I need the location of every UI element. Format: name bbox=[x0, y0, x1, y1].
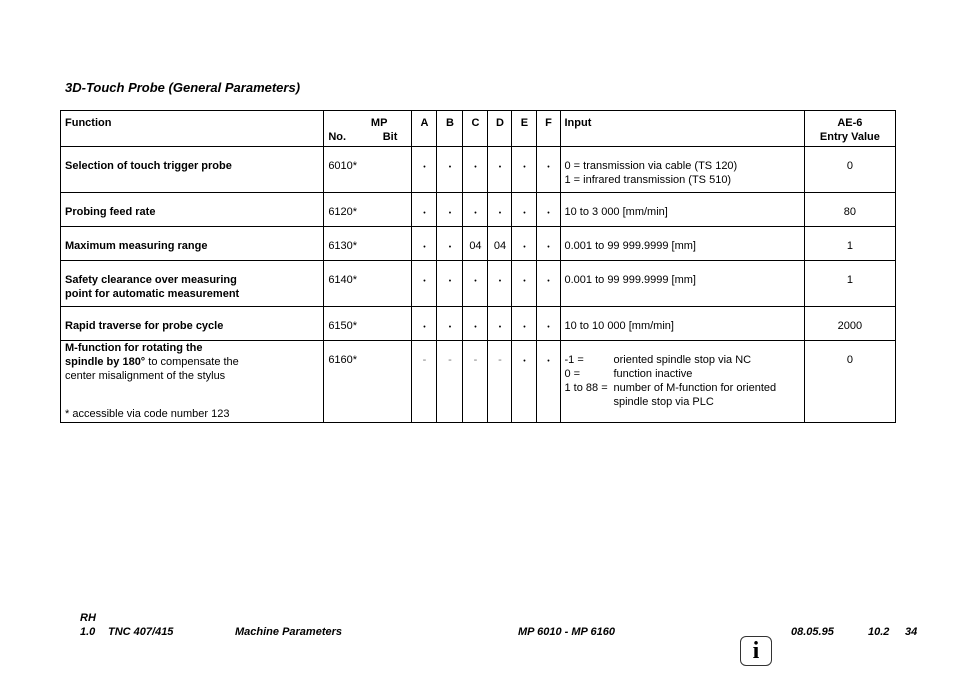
row-input: -1 = oriented spindle stop via NC 0 = function inactive 1 to 88 = number of M-function for oriented spindle stop via PLC bbox=[560, 341, 804, 423]
footer-date: 08.05.95 bbox=[791, 626, 834, 638]
page-footer bbox=[80, 612, 922, 640]
row-flag-a: - bbox=[412, 341, 437, 423]
row-mp: 6130* bbox=[324, 227, 412, 261]
row-function: Safety clearance over measuring point for automatic measurement bbox=[61, 261, 324, 307]
row-mp: 6150* bbox=[324, 307, 412, 341]
row-entry: 1 bbox=[804, 261, 895, 307]
footer-section: 10.2 bbox=[868, 626, 890, 638]
row-function: Probing feed rate bbox=[61, 193, 324, 227]
table-row bbox=[61, 193, 896, 227]
header-col-c: C bbox=[463, 111, 488, 147]
row-flag-e: • bbox=[512, 147, 537, 193]
header-input: Input bbox=[560, 111, 804, 147]
row-function: Selection of touch trigger probe bbox=[61, 147, 324, 193]
row-flag-b: • bbox=[437, 147, 463, 193]
info-icon: i bbox=[740, 636, 772, 666]
row-function: Rapid traverse for probe cycle bbox=[61, 307, 324, 341]
row-flag-d: • bbox=[488, 193, 512, 227]
row-flag-c: 04 bbox=[463, 227, 488, 261]
header-no: No. bbox=[328, 131, 347, 143]
row-flag-a: • bbox=[412, 261, 437, 307]
footer-rh: RH bbox=[80, 612, 96, 624]
row-input: 0 = transmission via cable (TS 120) 1 = infrared transmission (TS 510) bbox=[560, 147, 804, 193]
row-flag-c: • bbox=[463, 261, 488, 307]
footer-model: TNC 407/415 bbox=[108, 626, 174, 638]
row-flag-b: • bbox=[437, 193, 463, 227]
row-flag-c: • bbox=[463, 147, 488, 193]
row-flag-a: • bbox=[412, 227, 437, 261]
row-flag-f: • bbox=[537, 307, 560, 341]
row-entry: 0 bbox=[804, 341, 895, 423]
row-flag-b: • bbox=[437, 307, 463, 341]
row-flag-b: - bbox=[437, 341, 463, 423]
header-entry-top: AE-6 bbox=[837, 117, 863, 129]
row-flag-e: • bbox=[512, 261, 537, 307]
header-mp-label: MP bbox=[370, 117, 388, 129]
row-flag-f: • bbox=[537, 341, 560, 423]
row-flag-d: • bbox=[488, 261, 512, 307]
footer-title: Machine Parameters bbox=[235, 626, 342, 638]
table-row bbox=[61, 147, 896, 193]
row-flag-a: • bbox=[412, 307, 437, 341]
footer-range: MP 6010 - MP 6160 bbox=[518, 626, 616, 638]
footer-page: 34 bbox=[905, 626, 918, 638]
row-flag-c: • bbox=[463, 307, 488, 341]
row-flag-d: • bbox=[488, 147, 512, 193]
row-flag-b: • bbox=[437, 261, 463, 307]
row-flag-f: • bbox=[537, 261, 560, 307]
row-flag-e: • bbox=[512, 341, 537, 423]
table-header-row bbox=[61, 111, 896, 147]
row-flag-b: • bbox=[437, 227, 463, 261]
section-title: 3D-Touch Probe (General Parameters) bbox=[65, 80, 301, 95]
table-row bbox=[61, 307, 896, 341]
row-flag-a: • bbox=[412, 193, 437, 227]
row-mp: 6140* bbox=[324, 261, 412, 307]
header-entry-value bbox=[804, 111, 895, 147]
row-flag-e: • bbox=[512, 227, 537, 261]
row-entry: 80 bbox=[804, 193, 895, 227]
header-entry-bottom: Entry Value bbox=[819, 131, 880, 143]
row-mp: 6120* bbox=[324, 193, 412, 227]
row-function: Maximum measuring range bbox=[61, 227, 324, 261]
row-flag-a: • bbox=[412, 147, 437, 193]
row-input: 10 to 3 000 [mm/min] bbox=[560, 193, 804, 227]
row-input: 10 to 10 000 [mm/min] bbox=[560, 307, 804, 341]
row-mp: 6010* bbox=[324, 147, 412, 193]
row-flag-d: - bbox=[488, 341, 512, 423]
row-flag-d: • bbox=[488, 307, 512, 341]
row-entry: 1 bbox=[804, 227, 895, 261]
row-entry: 0 bbox=[804, 147, 895, 193]
footer-version: 1.0 bbox=[80, 626, 96, 638]
parameters-table bbox=[60, 110, 896, 423]
row-flag-f: • bbox=[537, 193, 560, 227]
table-row bbox=[61, 261, 896, 307]
header-col-f: F bbox=[537, 111, 560, 147]
table-row bbox=[61, 227, 896, 261]
row-input: 0.001 to 99 999.9999 [mm] bbox=[560, 227, 804, 261]
header-col-b: B bbox=[437, 111, 463, 147]
row-flag-c: - bbox=[463, 341, 488, 423]
row-flag-f: • bbox=[537, 227, 560, 261]
row-flag-d: 04 bbox=[488, 227, 512, 261]
row-flag-e: • bbox=[512, 193, 537, 227]
header-col-d: D bbox=[488, 111, 512, 147]
header-bit: Bit bbox=[382, 131, 398, 143]
row-flag-f: • bbox=[537, 147, 560, 193]
row-flag-e: • bbox=[512, 307, 537, 341]
header-col-a: A bbox=[412, 111, 437, 147]
row-input: 0.001 to 99 999.9999 [mm] bbox=[560, 261, 804, 307]
row-entry: 2000 bbox=[804, 307, 895, 341]
header-col-e: E bbox=[512, 111, 537, 147]
row-mp: 6160* bbox=[324, 341, 412, 423]
row-flag-c: • bbox=[463, 193, 488, 227]
footnote: * accessible via code number 123 bbox=[65, 408, 230, 420]
header-mp bbox=[324, 111, 412, 147]
header-function: Function bbox=[61, 111, 324, 147]
row-function: M-function for rotating the spindle by 180° to compensate the center misalignment of the stylus bbox=[61, 341, 324, 423]
